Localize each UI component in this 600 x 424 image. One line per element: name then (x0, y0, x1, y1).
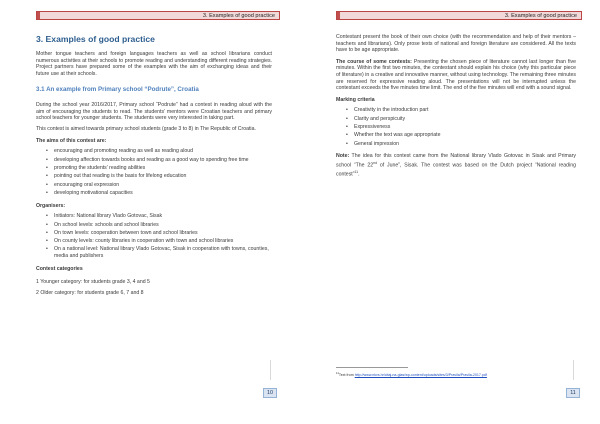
criteria-label: Marking criteria (336, 96, 375, 103)
margin-rule (573, 360, 574, 380)
list-item: • encouraging and promoting reading as well as reading aloud (46, 148, 272, 155)
list-item: • Clarity and perspicuity (346, 116, 576, 123)
right-page (303, 0, 600, 424)
page-number: 10 (263, 388, 277, 398)
aims-label: The aims of this contest are: (36, 137, 107, 144)
header-accent-bar (337, 12, 340, 19)
note-superscript: nd (373, 160, 378, 165)
course-label: The course of some contests: (336, 58, 412, 65)
note-end: . (358, 172, 360, 179)
footnote-reference[interactable]: 11 (354, 170, 359, 175)
note-label: Note: (336, 153, 350, 160)
list-item: • Expressiveness (346, 124, 576, 131)
note-paragraph (336, 153, 576, 179)
list-item: • pointing out that reading is the basis for lifelong education (46, 173, 272, 180)
list-item: • General impression (346, 141, 576, 148)
paragraph: This contest is aimed towards primary school students (grade 3 to 8) in The Republic of Croatia. (36, 126, 256, 133)
category-item: 1 Younger category: for students grade 3, 4 and 5 (36, 278, 150, 285)
criteria-list (346, 107, 576, 147)
category-item: 2 Older category: for students grade 6, 7 and 8 (36, 289, 144, 296)
margin-rule (270, 360, 271, 380)
page-number: 11 (566, 388, 580, 398)
page-header (36, 11, 280, 20)
list-item: • On a national level: National library Vlado Gotovac, Sisak in cooperation with towns, counties, media and publishers (46, 246, 272, 259)
header-accent-bar (37, 12, 40, 19)
header-text: 3. Examples of good practice (202, 13, 275, 19)
list-item: • Creativity in the introduction part (346, 107, 576, 114)
list-item: • encouraging oral expression (46, 182, 272, 189)
list-item: • promoting the students’ reading abilities (46, 165, 272, 172)
right-page-content (336, 34, 576, 183)
list-item: • On town levels: cooperation between town and school libraries (46, 230, 272, 237)
left-page (0, 0, 297, 424)
course-text: Presenting the chosen piece of literature cannot last longer than five minutes. Within the first two minutes, the contestant should explain his choice (why this particular piece of literature) in a creative and innovative manner, without using technology. The remaining three minutes are reserved for expressive reading aloud. The presentations will not be interrupted unless the contestant exceeds the five minutes time limit. The end of the five minutes will end with a sound signal. (336, 58, 576, 92)
categories-label: Contest categories (36, 265, 83, 272)
list-item: • Whether the text was age appropriate (346, 132, 576, 139)
footnote-link[interactable]: http://www.nkvs.hr/citaj-na-glas/wp-content/uploads/sites/3/Pravila/Pravila-2017.pdf (354, 373, 487, 378)
page-header (336, 11, 582, 20)
list-item: • developing affection towards books and reading as a good way to spending free time (46, 157, 272, 164)
note-text: The idea for this contest came from the National library Vlado Gotovac in Sisak and Primary school “The 22 (336, 153, 576, 169)
organisers-label: Organisers: (36, 202, 66, 209)
paragraph: Contestant present the book of their own choice (with the recommendation and help of their mentors – teachers and librarians). Only prose texts of national and foreign literature are considered. All the texts have to be age appropriate. (336, 34, 576, 54)
organisers-list (46, 213, 272, 260)
note-text: of June”, Sisak. The contest was based on the Dutch project “National reading contest” (336, 162, 576, 179)
list-item: • On county levels: county libraries in cooperation with town and school libraries (46, 238, 272, 245)
list-item: • developing motivational capacities (46, 190, 272, 197)
list-item: • Initiators: National library Vlado Gotovac, Sisak (46, 213, 272, 220)
footnote (336, 371, 566, 378)
paragraph: During the school year 2016/2017, Primary school “Podrute” had a contest in reading aloud with the aim of encouraging the students to read. The students’ mentors were Croatian teachers and primary school teachers for younger students. The students were very interested in taking part. (36, 101, 272, 122)
header-text: 3. Examples of good practice (504, 13, 577, 19)
list-item: • On school levels: schools and school libraries (46, 222, 272, 229)
aims-list (46, 148, 272, 196)
course-paragraph (336, 59, 576, 93)
intro-paragraph: Mother tongue teachers and foreign languages teachers as well as school librarians conduct numerous activities at their schools to promote reading and understanding different reading strategies. Project partners have prepared some of the examples with the aim of exchanging ideas and their future use at their schools. (36, 51, 272, 78)
subsection-title: 3.1 An example from Primary school “Podrute”, Croatia (36, 85, 199, 93)
footnote-number: 11 (336, 371, 339, 375)
footnote-prefix: Text from (338, 373, 355, 378)
footnote-rule (336, 367, 408, 368)
section-title: 3. Examples of good practice (36, 34, 155, 44)
left-page-content (36, 34, 272, 301)
